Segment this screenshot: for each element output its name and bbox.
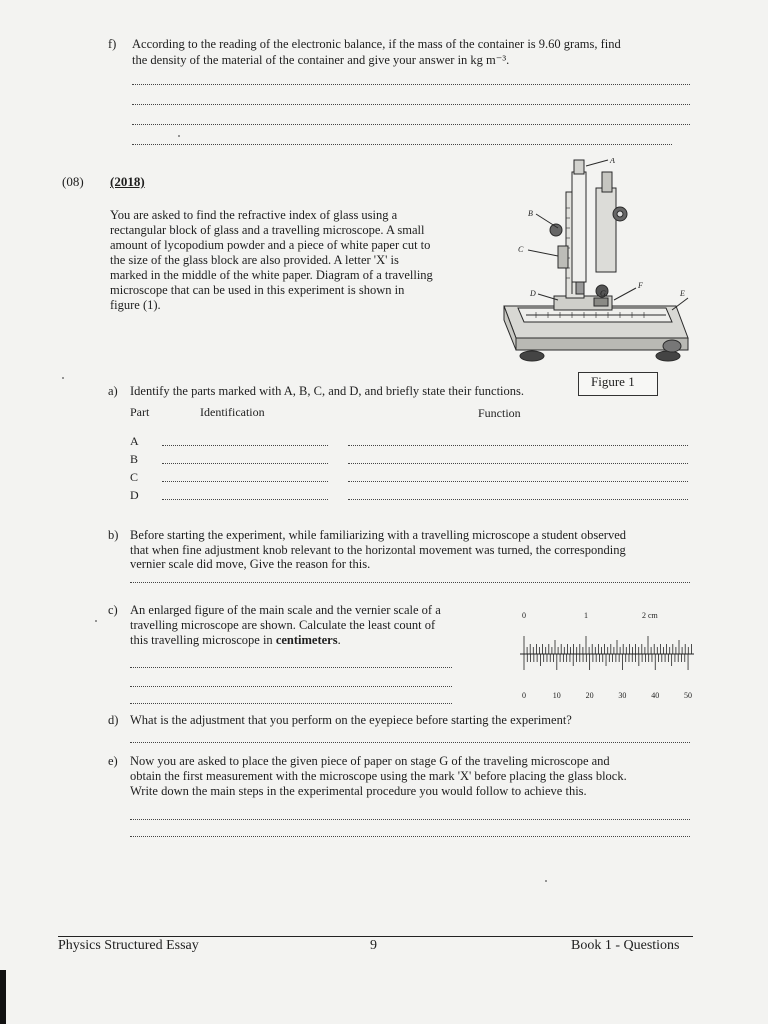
answer-line[interactable] xyxy=(130,686,452,687)
intro-line: figure (1). xyxy=(110,298,161,312)
scan-speck xyxy=(545,880,547,882)
function-line-b[interactable] xyxy=(348,463,688,464)
q-c-line-3-suffix: . xyxy=(337,633,341,647)
q-e-line: Write down the main steps in the experimental procedure you would follow to achieve this. xyxy=(130,784,587,798)
answer-line[interactable] xyxy=(130,819,690,820)
figure-caption: Figure 1 xyxy=(591,374,635,389)
intro-line: amount of lycopodium powder and a piece of white paper cut to xyxy=(110,238,431,252)
vernier-scale-label: 0 xyxy=(522,691,526,700)
q-c-line: An enlarged figure of the main scale and the vernier scale of a xyxy=(130,603,441,617)
answer-line[interactable] xyxy=(130,703,452,704)
intro-line: microscope that can be used in this experiment is shown in xyxy=(110,283,405,297)
q-b-line: Before starting the experiment, while familiarizing with a travelling microscope a student observed xyxy=(130,528,627,542)
q-f-line-2: the density of the material of the container and give your answer in kg m⁻³. xyxy=(132,53,510,67)
identification-line-d[interactable] xyxy=(162,499,328,500)
identification-line-a[interactable] xyxy=(162,445,328,446)
vernier-scale-label: 30 xyxy=(618,691,627,700)
col-header-part: Part xyxy=(130,405,150,419)
row-label-d: D xyxy=(130,488,139,502)
intro-line: marked in the middle of the white paper. Diagram of a travelling xyxy=(110,268,433,282)
answer-line[interactable] xyxy=(132,144,672,145)
main-scale-label: 0 xyxy=(522,611,526,620)
question-year: (2018) xyxy=(110,174,145,189)
vernier-scale-label: 50 xyxy=(684,691,693,700)
question-number: (08) xyxy=(62,174,84,189)
function-line-d[interactable] xyxy=(348,499,688,500)
col-header-function: Function xyxy=(478,406,521,420)
answer-line[interactable] xyxy=(130,836,690,837)
vernier-scale-label: 10 xyxy=(552,691,561,700)
scan-speck xyxy=(62,377,64,379)
q-b-line: vernier scale did move, Give the reason for this. xyxy=(130,557,371,571)
vernier-scale-label: 40 xyxy=(651,691,660,700)
q-b-letter: b) xyxy=(108,528,119,542)
answer-line[interactable] xyxy=(130,667,452,668)
answer-line[interactable] xyxy=(132,104,690,105)
footer-left: Physics Structured Essay xyxy=(58,938,199,953)
travelling-microscope-figure xyxy=(496,158,696,376)
q-a-letter: a) xyxy=(108,384,118,398)
figure-letter-b: B xyxy=(528,209,533,218)
q-a-text: Identify the parts marked with A, B, C, and D, and briefly state their functions. xyxy=(130,384,525,398)
answer-line[interactable] xyxy=(132,84,690,85)
row-label-b: B xyxy=(130,452,139,466)
q-d-text: What is the adjustment that you perform on the eyepiece before starting the experiment? xyxy=(130,713,572,727)
q-c-letter: c) xyxy=(108,603,118,617)
q-f-line-1: According to the reading of the electronic balance, if the mass of the container is 9.60 grams, find xyxy=(132,37,621,51)
q-c-line-3-bold: centimeters xyxy=(275,633,338,647)
figure-letter-f: F xyxy=(638,281,643,290)
answer-line[interactable] xyxy=(130,742,690,743)
answer-line[interactable] xyxy=(130,582,690,583)
footer-rule xyxy=(58,936,693,937)
identification-line-c[interactable] xyxy=(162,481,328,482)
figure-letter-e: E xyxy=(680,289,685,298)
q-f-letter: f) xyxy=(108,37,117,51)
function-line-c[interactable] xyxy=(348,481,688,482)
figure-letter-g: G xyxy=(600,289,606,298)
footer-right: Book 1 - Questions xyxy=(571,938,680,953)
intro-line: You are asked to find the refractive index of glass using a xyxy=(110,208,398,222)
function-line-a[interactable] xyxy=(348,445,688,446)
q-c-line-3 xyxy=(130,633,341,648)
page-number: 9 xyxy=(370,938,377,953)
row-label-a: A xyxy=(130,434,139,448)
vernier-scale-figure xyxy=(514,604,700,704)
q-b-line: that when fine adjustment knob relevant to the horizontal movement was turned, the corresponding xyxy=(130,543,626,557)
intro-line: rectangular block of glass and a travelling microscope. A small xyxy=(110,223,425,237)
main-scale-label: 1 xyxy=(584,611,588,620)
scan-margin-mark xyxy=(0,970,6,1024)
scan-speck xyxy=(95,620,97,622)
main-scale-label: 2 cm xyxy=(642,611,658,620)
row-label-c: C xyxy=(130,470,139,484)
q-c-line-3-prefix: this travelling microscope in xyxy=(130,633,276,647)
identification-line-b[interactable] xyxy=(162,463,328,464)
figure-letter-d: D xyxy=(530,289,536,298)
intro-line: the size of the glass block are also provided. A letter 'X' is xyxy=(110,253,399,267)
q-e-line: obtain the first measurement with the microscope using the mark 'X' before placing the glass block. xyxy=(130,769,627,783)
q-d-letter: d) xyxy=(108,713,119,727)
figure-letter-a: A xyxy=(610,158,615,165)
col-header-identification: Identification xyxy=(200,405,265,419)
scan-speck xyxy=(178,135,180,137)
answer-line[interactable] xyxy=(132,124,690,125)
q-e-line: Now you are asked to place the given piece of paper on stage G of the traveling microscope and xyxy=(130,754,610,768)
vernier-scale-label: 20 xyxy=(585,691,594,700)
q-e-letter: e) xyxy=(108,754,118,768)
q-c-line: travelling microscope are shown. Calculate the least count of xyxy=(130,618,436,632)
figure-letter-c: C xyxy=(518,245,524,254)
